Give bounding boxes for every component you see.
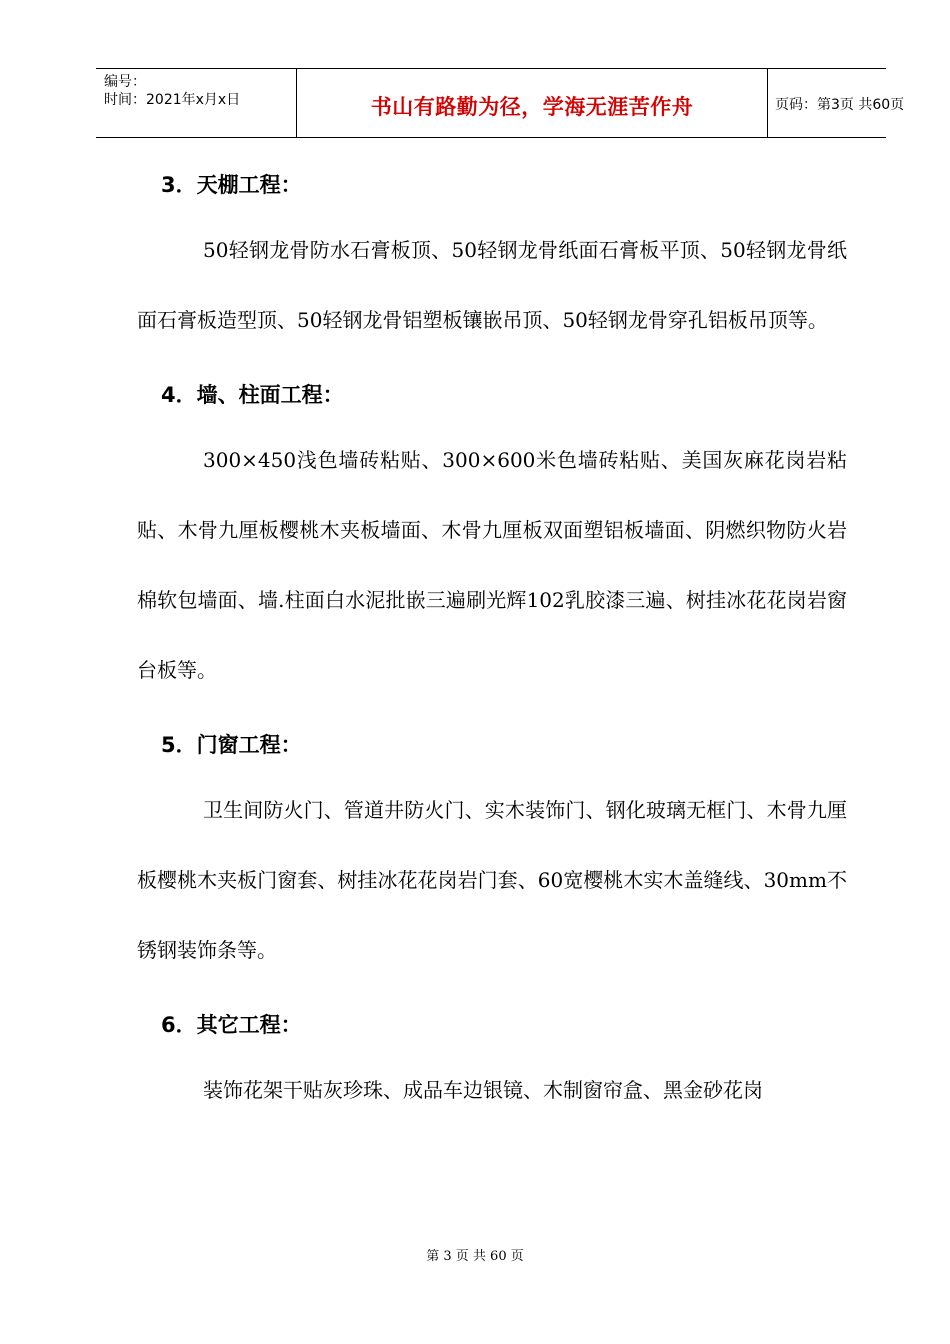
header-info-cell — [96, 69, 296, 137]
section-text-door-window: 卫生间防火门、管道井防火门、实木装饰门、钢化玻璃无框门、木骨九厘板樱桃木夹板门窗套、树挂冰花花岗岩门套、60宽樱桃木实木盖缝线、30mm不锈钢装饰条等。 — [137, 798, 847, 962]
section-heading-door-window: 5．门窗工程： — [161, 733, 302, 757]
section-text-wall: 300×450浅色墙砖粘贴、300×600米色墙砖粘贴、美国灰麻花岗岩粘贴、木骨九厘板樱桃木夹板墙面、木骨九厘板双面塑铝板墙面、阴燃织物防火岩棉软包墙面、墙.柱面白水泥批嵌三遍刷光辉102乳胶漆三遍、树挂冰花花岗岩窗台板等。 — [137, 448, 847, 682]
time-label: 时间：2021年x月x日 — [104, 92, 241, 108]
header-motto: 书山有路勤为径，学海无涯苦作舟 — [370, 94, 694, 119]
section-text-other: 装饰花架干贴灰珍珠、成品车边银镜、木制窗帘盒、黑金砂花岗 — [203, 1078, 763, 1102]
header-page-cell — [767, 69, 905, 137]
header-page-number: 页码：第3页 共60页 — [775, 97, 905, 113]
page-header — [96, 68, 905, 138]
section-heading-other: 6．其它工程： — [161, 1013, 302, 1037]
header-motto-cell — [296, 69, 768, 137]
section-heading-wall: 4．墙、柱面工程： — [161, 383, 344, 407]
page-footer: 第 3 页 共 60 页 — [426, 1249, 524, 1264]
number-label: 编号： — [104, 74, 146, 90]
section-heading-ceiling: 3．天棚工程： — [161, 173, 302, 197]
section-text-ceiling: 50轻钢龙骨防水石膏板顶、50轻钢龙骨纸面石膏板平顶、50轻钢龙骨纸面石膏板造型顶、50轻钢龙骨铝塑板镶嵌吊顶、50轻钢龙骨穿孔铝板吊顶等。 — [137, 238, 847, 332]
document-body — [137, 155, 847, 1125]
